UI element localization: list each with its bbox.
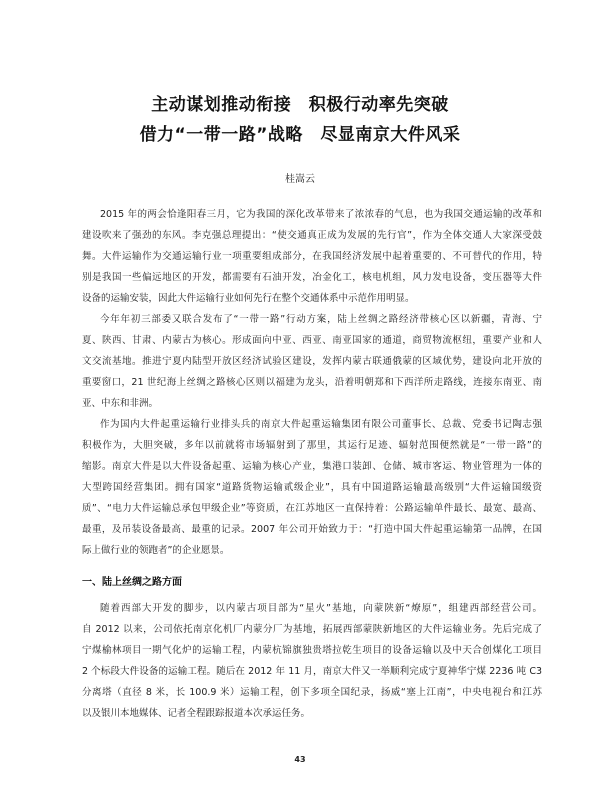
paragraph-line: 以及银川本地媒体、记者全程跟踪报道本次承运任务。 bbox=[82, 708, 311, 719]
author: 桂嵩云 bbox=[285, 174, 315, 185]
paragraph-line: 2 个标段大件设备的运输工程。随后在 2012 年 11 月，南京大件又一举顺利完成宁夏神华宁煤 2236 吨 C3 bbox=[82, 666, 542, 677]
title-line-2: 借力“一带一路”战略 尽显南京大件风采 bbox=[139, 125, 461, 145]
paragraph-line: 最重，及吊装设备最高、最重的记录。2007 年公司开始致力于：“打造中国大件起重运输第一品牌，在国 bbox=[82, 524, 542, 535]
paragraph-line: 别是我国一些偏远地区的开发，都需要有石油开发，冶金化工，核电机组，风力发电设备，变压器等大件 bbox=[82, 272, 542, 283]
page-number: 43 bbox=[294, 755, 306, 764]
paragraph-line: 分离塔（直径 8 米，长 100.9 米）运输工程，创下多项全国纪录，扬威“塞上江南”，中央电视台和江苏 bbox=[82, 687, 542, 698]
paragraph-line: 宁煤榆林项目一期气化炉的运输工程，内蒙杭锦旗独贵塔拉乾生项目的设备运输以及中天合创煤化工项目 bbox=[82, 645, 542, 656]
paragraph-line: 设备的运输安装，因此大件运输行业如何先行在整个交通体系中示范作用明显。 bbox=[82, 293, 415, 304]
paragraph-line: 积极作为，大胆突破，多年以前就将市场辐射到了那里，其运行足迹、辐射范围便然就是“一带一路”的 bbox=[82, 440, 542, 451]
paragraph-line: 夏、陕西、甘肃、内蒙古为核心。形成面向中亚、西亚、南亚国家的通道，商贸物流枢纽，重要产业和人 bbox=[82, 335, 542, 346]
paragraph-line: 重要窗口，21 世纪海上丝绸之路核心区则以福建为龙头，沿着明朝郑和下西洋所走路线，连接东南亚、南 bbox=[82, 377, 542, 388]
paragraph-line: 建设吹来了强劲的东风。李克强总理提出：“使交通真正成为发展的先行官”，作为全体交通人大家深受鼓 bbox=[82, 230, 542, 241]
paragraph-line: 作为国内大件起重运输行业排头兵的南京大件起重运输集团有限公司董事长、总裁、党委书记陶志强 bbox=[100, 419, 542, 430]
paragraph-line: 文交流基地。推进宁夏内陆型开放区经济试验区建设，发挥内蒙古联通俄蒙的区域优势，建设向北开放的 bbox=[82, 356, 542, 367]
paragraph-line: 缩影。南京大件是以大件设备起重、运输为核心产业，集港口装卸、仓储、城市客运、物业管理为一体的 bbox=[82, 461, 542, 472]
paragraph-line: 今年年初三部委又联合发布了“一带一路”行动方案，陆上丝绸之路经济带核心区以新疆，青海、宁 bbox=[100, 314, 542, 325]
paragraph-line: 随着西部大开发的脚步，以内蒙古项目部为“星火”基地，向蒙陕新“燎原”，组建西部经营公司。 bbox=[100, 603, 542, 614]
section-heading: 一、陆上丝绸之路方面 bbox=[82, 577, 182, 588]
paragraph-line: 自 2012 以来，公司依托南京化机厂内蒙分厂为基地，拓展西部蒙陕新地区的大件运输业务。先后完成了 bbox=[82, 624, 542, 635]
paragraph-line: 质”、“电力大件运输总承包甲级企业”等资质，在江苏地区一直保持着：公路运输单件最长、最宽、最高、 bbox=[82, 503, 542, 514]
paragraph-line: 2015 年的两会恰逢阳春三月，它为我国的深化改革带来了浓浓春的气息，也为我国交通运输的改革和 bbox=[100, 209, 542, 220]
paragraph-line: 舞。大件运输作为交通运输行业一项重要组成部分，在我国经济发展中起着重要的、不可替代的作用，特 bbox=[82, 251, 542, 262]
paragraph-line: 大型跨国经营集团。拥有国家“道路货物运输贰级企业”，具有中国道路运输最高级别“大件运输国级资 bbox=[82, 482, 542, 493]
title-line-1: 主动谋划推动衔接 积极行动率先突破 bbox=[151, 95, 449, 115]
paragraph-line: 际上做行业的领跑者”的企业愿景。 bbox=[82, 545, 230, 556]
paragraph-line: 亚、中东和非洲。 bbox=[82, 398, 159, 409]
